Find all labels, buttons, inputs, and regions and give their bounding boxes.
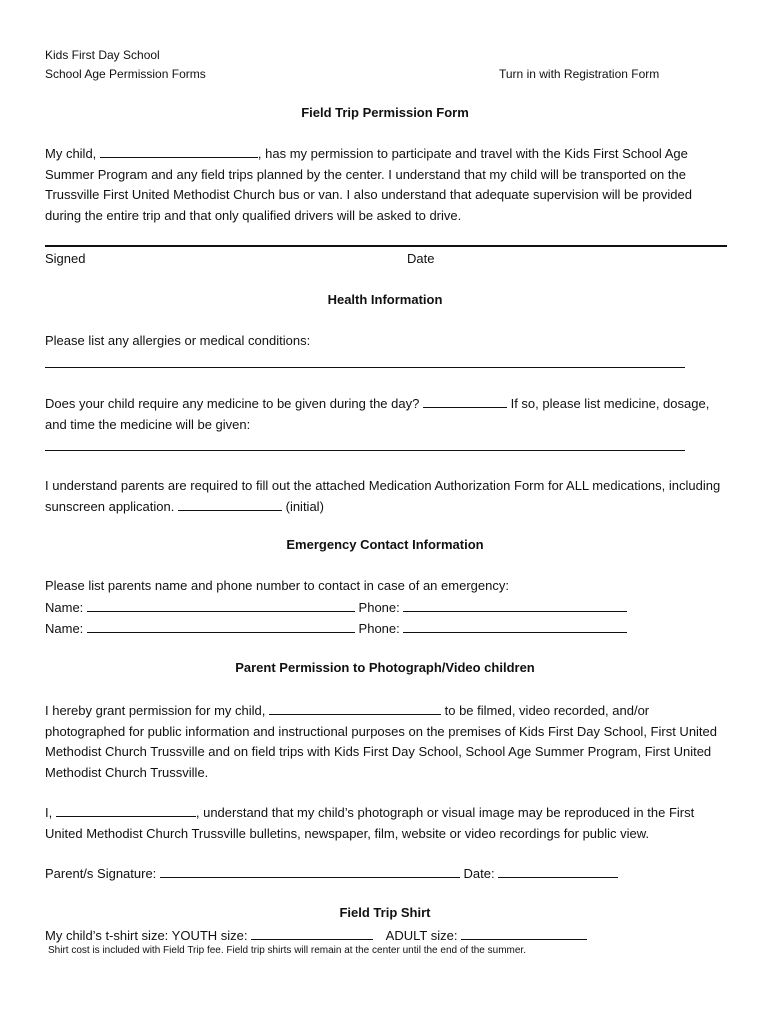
name-blank-2[interactable] (87, 619, 355, 633)
emergency-row-1 (45, 598, 627, 615)
name-label: Name: (45, 600, 84, 615)
field-trip-text-start: My child, (45, 146, 97, 161)
emergency-prompt: Please list parents name and phone number to contact in case of an emergency: (45, 578, 509, 593)
field-trip-paragraph (45, 144, 725, 226)
adult-size-label: ADULT size: (385, 928, 458, 943)
photo-grant-start: I hereby grant permission for my child, (45, 703, 266, 718)
signature-date-blank[interactable] (498, 864, 618, 878)
shirt-size-row (45, 926, 587, 943)
date-label: Date (407, 251, 435, 266)
medicine-paragraph (45, 394, 725, 435)
medicine-details-line[interactable] (45, 450, 685, 451)
medication-text: I understand parents are required to fill out the attached Medication Authorization Form for ALL medications, including sunscreen application. (45, 478, 721, 514)
school-name: Kids First Day School (45, 48, 160, 62)
medicine-answer-blank[interactable] (423, 394, 507, 408)
phone-blank-1[interactable] (403, 598, 627, 612)
parent-name-blank[interactable] (56, 803, 196, 817)
health-title: Health Information (327, 292, 443, 307)
shirt-title: Field Trip Shirt (339, 905, 431, 920)
photo-grant-rest: to be filmed, video recorded, and/or photographed for public information and instructional purposes on the premises of Kids First Day School, First United Methodist Church Trussville and on field trips with Kids First Day School, School Age Summer Program, First United Methodist Church Trussville. (45, 703, 718, 780)
emergency-title: Emergency Contact Information (286, 537, 484, 552)
signature-date-label: Date: (463, 866, 495, 881)
allergies-line[interactable] (45, 367, 685, 368)
parent-signature-blank[interactable] (160, 864, 460, 878)
adult-size-blank[interactable] (461, 926, 587, 940)
phone-blank-2[interactable] (403, 619, 627, 633)
emergency-row-2 (45, 619, 627, 636)
phone-label: Phone: (358, 621, 400, 636)
field-trip-text-rest: , has my permission to participate and travel with the Kids First School Age Summer Program and any field trips planned by the center. I understand that my child will be transported on the Trussville First United Methodist Church bus or van. I also understand that adequate supervision will be provided during the entire trip and that only qualified drivers will be asked to drive. (45, 146, 692, 223)
allergies-prompt: Please list any allergies or medical conditions: (45, 333, 311, 348)
photo-title: Parent Permission to Photograph/Video children (235, 660, 535, 675)
photo-grant-paragraph (45, 701, 725, 783)
name-label: Name: (45, 621, 84, 636)
medicine-question: Does your child require any medicine to be given during the day? (45, 396, 420, 411)
signed-label: Signed (45, 251, 86, 266)
child-name-blank[interactable] (100, 144, 258, 158)
phone-label: Phone: (358, 600, 400, 615)
name-blank-1[interactable] (87, 598, 355, 612)
turn-in-note: Turn in with Registration Form (499, 67, 660, 81)
shirt-note: Shirt cost is included with Field Trip fee. Field trip shirts will remain at the center until the end of the summer. (48, 945, 526, 956)
photo-understand-paragraph (45, 803, 725, 844)
youth-size-label: My child’s t-shirt size: YOUTH size: (45, 928, 248, 943)
parent-signature-label: Parent/s Signature: (45, 866, 157, 881)
parent-signature-row (45, 864, 618, 881)
photo-understand-rest: , understand that my child’s photograph or visual image may be reproduced in the First United Methodist Church Trussville bulletins, newspaper, film, website or video recordings for public view. (45, 805, 695, 841)
field-trip-title: Field Trip Permission Form (301, 105, 469, 120)
forms-title: School Age Permission Forms (45, 67, 206, 81)
signature-line[interactable] (45, 245, 727, 247)
initial-blank[interactable] (178, 497, 282, 511)
photo-understand-start: I, (45, 805, 53, 820)
youth-size-blank[interactable] (251, 926, 373, 940)
medication-paragraph (45, 476, 725, 517)
photo-child-name-blank[interactable] (269, 701, 441, 715)
medicine-followup: If so, please list medicine, dosage, and time the medicine will be given: (45, 396, 710, 432)
initial-label: (initial) (285, 498, 324, 514)
